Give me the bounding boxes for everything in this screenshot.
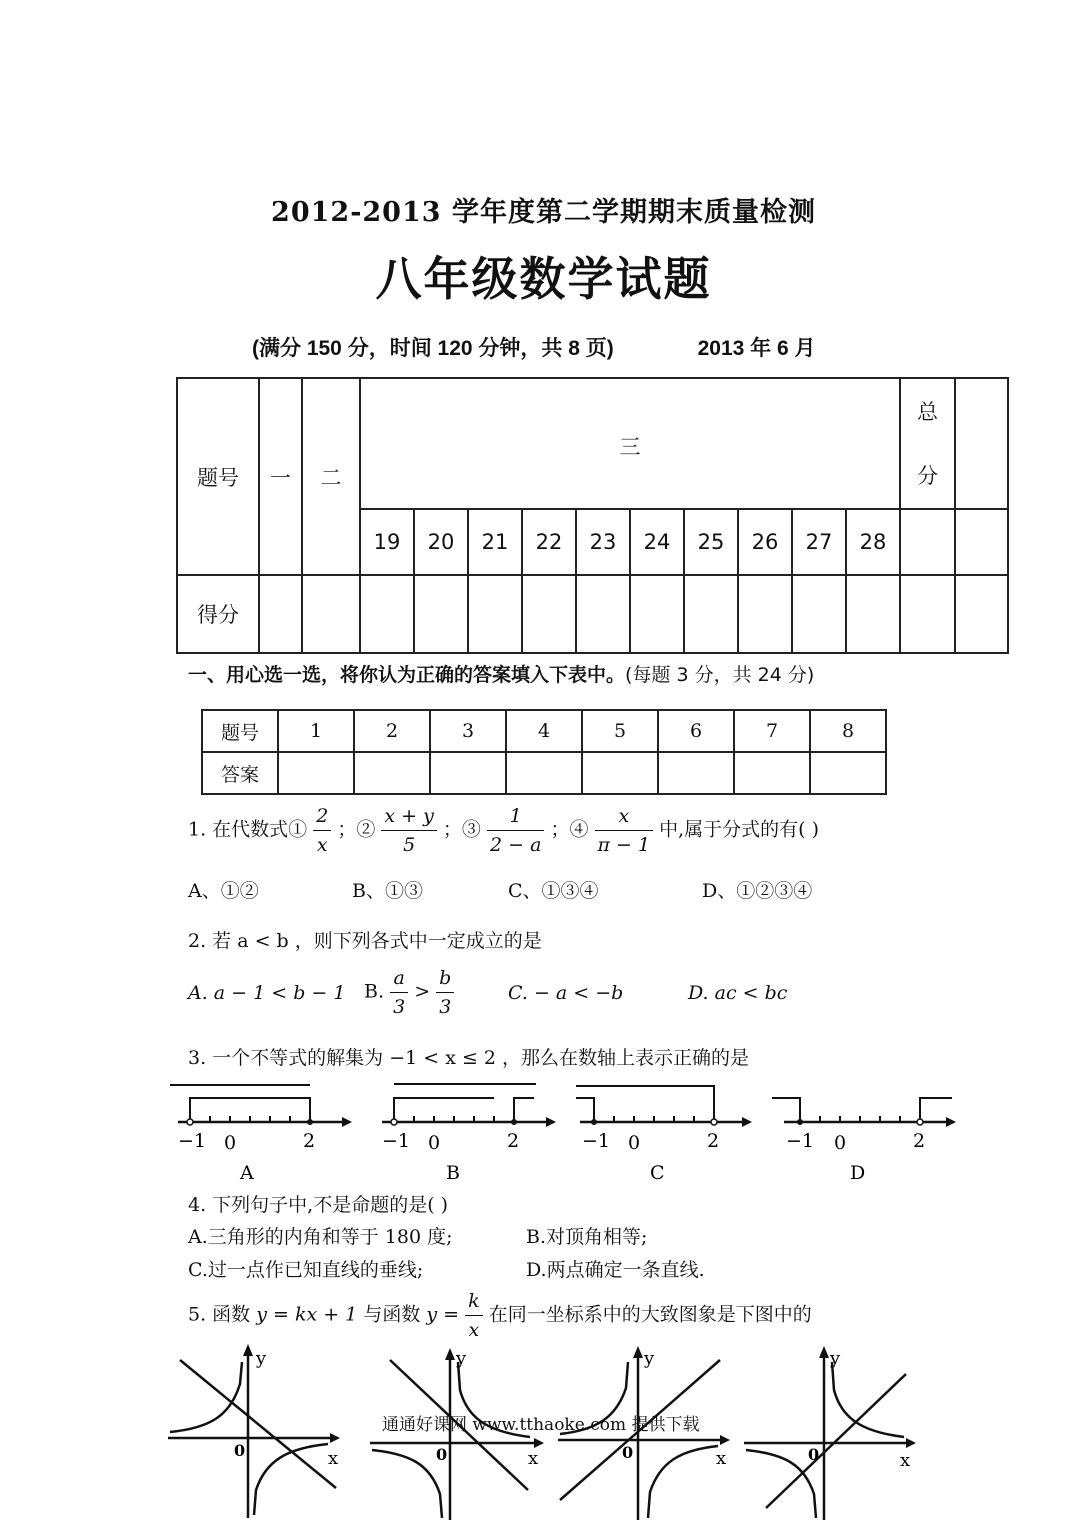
q5-graph-a — [168, 1344, 340, 1518]
q5-mid: 与函数 — [363, 1303, 421, 1326]
q2-optb-l-den: 3 — [393, 996, 406, 1018]
answer-cell[interactable] — [658, 752, 734, 794]
score-total-blank — [955, 378, 1008, 509]
q1-f4-den: π − 1 — [597, 834, 651, 856]
q2-option-a: A. a − 1 < b − 1 — [188, 982, 346, 1004]
score-subnum: 21 — [468, 509, 522, 575]
q5-d-origin: 0 — [808, 1445, 820, 1464]
q1-f3-den: 2 − a — [489, 834, 542, 856]
section1-points: (每题 3 分，共 24 分) — [625, 664, 815, 686]
score-subnum: 24 — [630, 509, 684, 575]
score-subnum: 28 — [846, 509, 900, 575]
q1-option-b: B、①③ — [352, 880, 423, 902]
score-cell — [955, 509, 1008, 575]
q1-option-d: D、①②③④ — [702, 880, 813, 902]
q2-optb-op: > — [414, 980, 431, 1003]
q3-c-tick-neg1: −1 — [582, 1130, 611, 1152]
question-2-stem: 2. 若 a < b ，则下列各式中一定成立的是 — [188, 930, 542, 952]
score-cell — [259, 575, 302, 653]
answer-num: 7 — [734, 710, 810, 752]
q5-c-axis-x: x — [716, 1448, 727, 1469]
q5-a-axis-y: y — [256, 1348, 267, 1369]
answer-cell[interactable] — [430, 752, 506, 794]
score-row-label-score: 得分 — [177, 575, 259, 653]
q5-func1: y = kx + 1 — [256, 1303, 358, 1326]
q3-numberline-c — [576, 1086, 752, 1184]
answer-num: 6 — [658, 710, 734, 752]
q1-suffix: 中,属于分式的有( ) — [659, 818, 820, 841]
q5-c-origin: 0 — [622, 1443, 634, 1462]
q3-label-a: A — [240, 1162, 254, 1184]
answer-row-label-answer: 答案 — [202, 752, 278, 794]
q1-sep4: ；④ — [550, 818, 589, 841]
q3-number-lines — [160, 1075, 980, 1190]
answer-num: 2 — [354, 710, 430, 752]
q2-option-d: D. ac < bc — [688, 982, 788, 1004]
score-part1: 一 — [259, 378, 302, 575]
answer-cell[interactable] — [506, 752, 582, 794]
q3-d-tick-neg1: −1 — [786, 1130, 815, 1152]
q1-f4-num: x — [595, 802, 654, 831]
answer-cell[interactable] — [278, 752, 354, 794]
exam-meta-line — [252, 332, 816, 362]
q3-numberline-d — [772, 1098, 956, 1184]
q3-b-tick-2: 2 — [507, 1130, 520, 1152]
q2-option-b — [364, 964, 454, 1021]
score-subnum: 25 — [684, 509, 738, 575]
answer-num: 4 — [506, 710, 582, 752]
q5-a-axis-x: x — [328, 1448, 339, 1469]
q5-d-axis-x: x — [900, 1450, 911, 1471]
score-subnum: 27 — [792, 509, 846, 575]
answer-num: 8 — [810, 710, 886, 752]
q5-b-axis-x: x — [528, 1448, 539, 1469]
score-cell — [738, 575, 792, 653]
q2-optb-right — [436, 964, 454, 1021]
section1-heading: 一、用心选一选，将你认为正确的答案填入下表中。 — [188, 664, 626, 686]
q5-prefix: 5. 函数 — [188, 1303, 251, 1326]
q5-graph-d — [744, 1346, 916, 1520]
q3-label-d: D — [850, 1162, 866, 1184]
score-subnum: 23 — [576, 509, 630, 575]
question-5-stem — [188, 1287, 812, 1344]
q3-b-tick-0: 0 — [428, 1132, 441, 1154]
answer-cell[interactable] — [582, 752, 658, 794]
score-row-label-number: 题号 — [177, 378, 259, 575]
q1-prefix: 1. 在代数式① — [188, 818, 308, 841]
q1-f3-num: 1 — [487, 802, 544, 831]
score-cell — [414, 575, 468, 653]
score-cell — [846, 575, 900, 653]
q5-f2-num: k — [465, 1287, 483, 1316]
score-subnum: 20 — [414, 509, 468, 575]
q2-option-c: C. − a < −b — [508, 982, 624, 1004]
score-total-top: 总 — [917, 399, 938, 424]
score-total-bottom: 分 — [917, 463, 938, 488]
exam-subject-title: 八年级数学试题 — [375, 252, 712, 306]
q1-option-a: A、①② — [188, 880, 259, 902]
q3-d-tick-2: 2 — [913, 1130, 926, 1152]
q5-func2-fraction — [465, 1287, 483, 1344]
score-cell — [302, 575, 360, 653]
score-total-header — [900, 378, 955, 509]
exam-meta: (满分 150 分，时间 120 分钟，共 8 页) — [252, 337, 614, 360]
score-table — [176, 377, 1009, 654]
answer-num: 3 — [430, 710, 506, 752]
q5-c-axis-y: y — [644, 1348, 655, 1369]
q5-func2-lhs: y = — [426, 1303, 460, 1326]
q4-option-a: A.三角形的内角和等于 180 度; — [188, 1226, 453, 1248]
score-cell — [955, 575, 1008, 653]
q5-d-axis-y: y — [830, 1348, 841, 1369]
q3-a-tick-0: 0 — [224, 1132, 237, 1154]
q2-optb-r-den: 3 — [439, 996, 452, 1018]
score-subnum: 22 — [522, 509, 576, 575]
q2-optb-l-num: a — [390, 964, 408, 993]
answer-cell[interactable] — [810, 752, 886, 794]
score-cell — [792, 575, 846, 653]
question-4-stem: 4. 下列句子中,不是命题的是( ) — [188, 1194, 449, 1216]
q1-fraction-3 — [487, 802, 544, 859]
score-cell — [900, 575, 955, 653]
section1-heading-line — [188, 660, 814, 687]
score-cell — [576, 575, 630, 653]
q1-fraction-2 — [381, 802, 436, 859]
exam-header-title: 2012-2013 学年度第二学期期末质量检测 — [271, 197, 816, 228]
answer-cell[interactable] — [734, 752, 810, 794]
q1-fraction-4 — [595, 802, 654, 859]
q3-a-tick-2: 2 — [303, 1130, 316, 1152]
q1-f2-den: 5 — [403, 834, 416, 856]
exam-date: 2013 年 6 月 — [697, 337, 816, 360]
q2-optb-prefix: B. — [364, 980, 385, 1003]
q3-a-tick-neg1: −1 — [178, 1130, 207, 1152]
q4-option-c: C.过一点作已知直线的垂线; — [188, 1259, 424, 1281]
q1-f1-num: 2 — [313, 802, 331, 831]
q5-b-axis-y: y — [456, 1348, 467, 1369]
score-cell — [468, 575, 522, 653]
q1-f2-num: x + y — [381, 802, 436, 831]
q3-d-tick-0: 0 — [834, 1132, 847, 1154]
q1-sep2: ；② — [337, 818, 376, 841]
answer-cell[interactable] — [354, 752, 430, 794]
score-subnum: 26 — [738, 509, 792, 575]
q3-c-tick-0: 0 — [628, 1132, 641, 1154]
question-1-stem — [188, 802, 819, 859]
answer-row-label-number: 题号 — [202, 710, 278, 752]
q5-b-origin: 0 — [436, 1445, 448, 1464]
q2-optb-r-num: b — [436, 964, 454, 993]
q1-option-c: C、①③④ — [508, 880, 599, 902]
score-cell — [684, 575, 738, 653]
q1-f1-den: x — [316, 834, 328, 856]
q5-f2-den: x — [468, 1319, 480, 1341]
q3-numberline-a — [170, 1085, 352, 1184]
score-cell — [522, 575, 576, 653]
q3-numberline-b — [382, 1084, 556, 1184]
q3-b-tick-neg1: −1 — [382, 1130, 411, 1152]
q5-suffix: 在同一坐标系中的大致图象是下图中的 — [488, 1303, 812, 1326]
q2-optb-left — [390, 964, 408, 1021]
footer-source: 通通好课网 www.tthaoke.com 提供下载 — [382, 1415, 700, 1435]
q1-fraction-1 — [313, 802, 331, 859]
q3-c-tick-2: 2 — [707, 1130, 720, 1152]
answer-num: 1 — [278, 710, 354, 752]
score-cell — [900, 509, 955, 575]
question-3-stem: 3. 一个不等式的解集为 −1 < x ≤ 2 ，那么在数轴上表示正确的是 — [188, 1047, 750, 1069]
score-subnum: 19 — [360, 509, 414, 575]
q4-option-d: D.两点确定一条直线. — [526, 1259, 705, 1281]
score-cell — [360, 575, 414, 653]
score-part3: 三 — [360, 378, 900, 509]
q5-a-origin: 0 — [234, 1441, 246, 1460]
q1-sep3: ；③ — [442, 818, 481, 841]
q3-label-c: C — [650, 1162, 665, 1184]
score-part2: 二 — [302, 378, 360, 575]
q4-option-b: B.对顶角相等; — [526, 1226, 648, 1248]
answer-num: 5 — [582, 710, 658, 752]
score-cell — [630, 575, 684, 653]
q3-label-b: B — [446, 1162, 460, 1184]
answer-table — [201, 709, 887, 795]
